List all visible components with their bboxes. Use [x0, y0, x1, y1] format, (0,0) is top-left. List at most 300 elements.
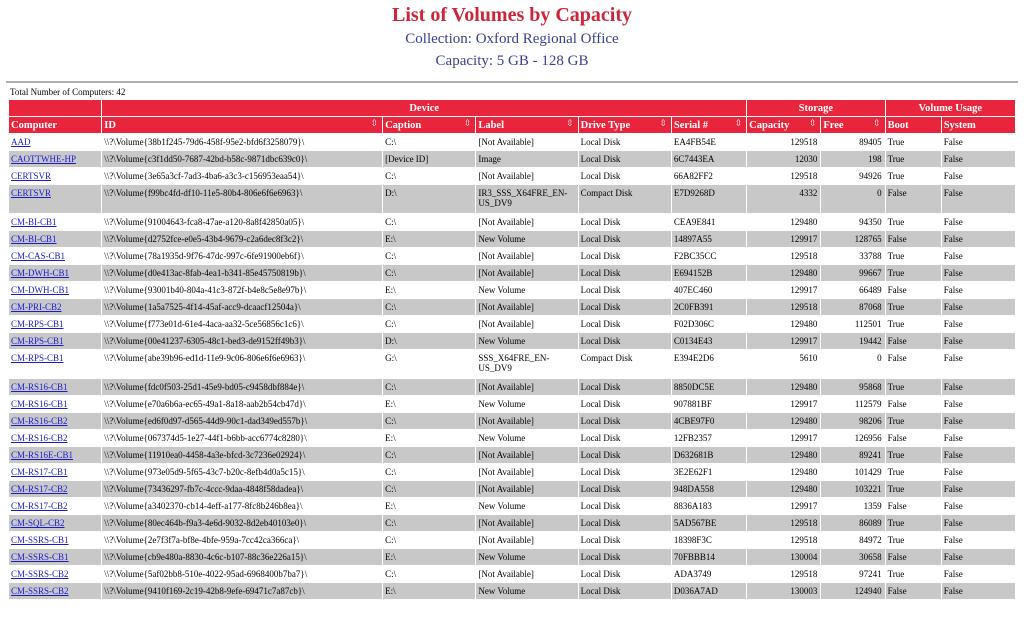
computer-link[interactable]: CM-RPS-CB1: [11, 319, 64, 329]
cell-caption: C:\: [383, 316, 476, 333]
cell-capacity: 129917: [747, 396, 821, 413]
cell-caption: D:\: [383, 333, 476, 350]
cell-serial: 14897A55: [671, 231, 746, 248]
cell-serial: 18398F3C: [671, 532, 746, 549]
cell-computer: [9, 481, 102, 498]
cell-id: \\?\Volume{3e65a3cf-7ad3-4ba6-a3c3-c156953eaa54}\: [102, 168, 383, 185]
column-header-label: Caption: [385, 119, 422, 131]
column-header-label: Computer: [11, 119, 58, 131]
cell-label: [Not Available]: [476, 515, 578, 532]
cell-drive-type: Local Disk: [578, 282, 671, 299]
cell-drive-type: Local Disk: [578, 265, 671, 282]
computer-link[interactable]: CM-RS17-CB2: [11, 484, 68, 494]
cell-caption: C:\: [383, 515, 476, 532]
cell-caption: E:\: [383, 396, 476, 413]
cell-id: \\?\Volume{f99bc4fd-df10-11e5-80b4-806e6f6e6963}\: [102, 185, 383, 214]
computer-link[interactable]: CM-RPS-CB1: [11, 353, 64, 363]
cell-boot: False: [885, 231, 941, 248]
cell-free: 33788: [821, 248, 885, 265]
group-header-volume-usage: Volume Usage: [885, 100, 1015, 117]
cell-free: 0: [821, 185, 885, 214]
column-header-capacity[interactable]: [747, 117, 821, 134]
cell-system: False: [941, 333, 1015, 350]
cell-drive-type: Local Disk: [578, 481, 671, 498]
cell-serial: 2C0FB391: [671, 299, 746, 316]
cell-drive-type: Local Disk: [578, 464, 671, 481]
cell-caption: E:\: [383, 430, 476, 447]
column-header-label: Capacity: [749, 119, 790, 131]
cell-free: 0: [821, 350, 885, 379]
computer-link[interactable]: CERTSVR: [11, 188, 51, 198]
cell-id: \\?\Volume{9410f169-2c19-42b8-9efe-69471c7a87cb}\: [102, 583, 383, 600]
cell-capacity: 130004: [747, 549, 821, 566]
cell-computer: [9, 350, 102, 379]
table-body: [9, 134, 1016, 600]
cell-capacity: 129917: [747, 430, 821, 447]
cell-id: \\?\Volume{a3402370-cb14-4eff-a177-8fc8b246b8ea}\: [102, 498, 383, 515]
cell-boot: False: [885, 498, 941, 515]
table-row: [9, 396, 1016, 413]
cell-boot: False: [885, 430, 941, 447]
cell-capacity: 129917: [747, 333, 821, 350]
column-header-boot[interactable]: [885, 117, 941, 134]
computer-link[interactable]: CM-RS16-CB1: [11, 399, 68, 409]
cell-capacity: 129518: [747, 134, 821, 151]
cell-system: False: [941, 134, 1015, 151]
cell-label: [Not Available]: [476, 214, 578, 231]
column-header-computer[interactable]: [9, 117, 102, 134]
column-header-caption[interactable]: [383, 117, 476, 134]
cell-drive-type: Local Disk: [578, 566, 671, 583]
cell-boot: True: [885, 447, 941, 464]
cell-system: False: [941, 379, 1015, 396]
cell-id: \\?\Volume{91004643-fca8-47ae-a120-8a8f42850a05}\: [102, 214, 383, 231]
computer-link[interactable]: CM-SQL-CB2: [11, 518, 65, 528]
cell-id: \\?\Volume{cb9e480a-8830-4c6c-b107-88c36e226a15}\: [102, 549, 383, 566]
computer-link[interactable]: CERTSVR: [11, 171, 51, 181]
group-header-storage: Storage: [747, 100, 885, 117]
cell-computer: [9, 316, 102, 333]
column-header-label: ID: [104, 119, 116, 131]
cell-caption: E:\: [383, 549, 476, 566]
table-row: [9, 299, 1016, 316]
cell-serial: E394E2D6: [671, 350, 746, 379]
column-header-serial[interactable]: [671, 117, 746, 134]
cell-system: False: [941, 350, 1015, 379]
cell-drive-type: Local Disk: [578, 430, 671, 447]
cell-label: [Not Available]: [476, 532, 578, 549]
table-row: [9, 498, 1016, 515]
cell-serial: D632681B: [671, 447, 746, 464]
table-row: [9, 430, 1016, 447]
cell-free: 87068: [821, 299, 885, 316]
cell-system: False: [941, 265, 1015, 282]
cell-drive-type: Local Disk: [578, 549, 671, 566]
cell-computer: [9, 566, 102, 583]
cell-drive-type: Local Disk: [578, 231, 671, 248]
cell-label: New Volume: [476, 549, 578, 566]
cell-boot: True: [885, 413, 941, 430]
cell-boot: True: [885, 248, 941, 265]
cell-caption: C:\: [383, 248, 476, 265]
sort-icon[interactable]: ⇳: [808, 118, 817, 128]
cell-free: 98206: [821, 413, 885, 430]
cell-caption: C:\: [383, 299, 476, 316]
cell-drive-type: Local Disk: [578, 532, 671, 549]
cell-system: False: [941, 168, 1015, 185]
cell-label: [Not Available]: [476, 134, 578, 151]
cell-computer: [9, 333, 102, 350]
cell-serial: 3E2E62F1: [671, 464, 746, 481]
cell-computer: [9, 464, 102, 481]
group-header-device: Device: [102, 100, 747, 117]
table-row: [9, 583, 1016, 600]
cell-id: \\?\Volume{973e05d9-5f65-43c7-b20c-8efb4d0a5c15}\: [102, 464, 383, 481]
cell-capacity: 4332: [747, 185, 821, 214]
cell-free: 126956: [821, 430, 885, 447]
cell-serial: 8850DC5E: [671, 379, 746, 396]
computer-link[interactable]: CM-BI-CB1: [11, 234, 57, 244]
cell-id: \\?\Volume{73436297-fb7c-4ccc-9daa-4848f58dadea}\: [102, 481, 383, 498]
volumes-table: [8, 99, 1016, 600]
cell-label: [Not Available]: [476, 447, 578, 464]
cell-computer: [9, 151, 102, 168]
cell-free: 89241: [821, 447, 885, 464]
computer-link[interactable]: AAD: [11, 137, 31, 147]
cell-caption: C:\: [383, 379, 476, 396]
cell-free: 128765: [821, 231, 885, 248]
cell-capacity: 129518: [747, 515, 821, 532]
computer-link[interactable]: CAOTTWHE-HP: [11, 154, 76, 164]
cell-caption: E:\: [383, 498, 476, 515]
cell-free: 112579: [821, 396, 885, 413]
cell-computer: [9, 447, 102, 464]
cell-label: [Not Available]: [476, 566, 578, 583]
cell-caption: G:\: [383, 350, 476, 379]
cell-system: False: [941, 447, 1015, 464]
column-header-label: Boot: [887, 119, 909, 131]
cell-capacity: 129480: [747, 265, 821, 282]
cell-boot: True: [885, 265, 941, 282]
cell-serial: 948DA558: [671, 481, 746, 498]
table-row: [9, 316, 1016, 333]
cell-label: [Not Available]: [476, 481, 578, 498]
cell-computer: [9, 248, 102, 265]
cell-label: IR3_SSS_X64FRE_EN-US_DV9: [476, 185, 578, 214]
cell-computer: [9, 265, 102, 282]
cell-label: [Not Available]: [476, 464, 578, 481]
cell-serial: D036A7AD: [671, 583, 746, 600]
cell-computer: [9, 549, 102, 566]
cell-serial: ADA3749: [671, 566, 746, 583]
cell-computer: [9, 299, 102, 316]
cell-capacity: 129518: [747, 299, 821, 316]
computer-link[interactable]: CM-CAS-CB1: [11, 251, 66, 261]
cell-boot: True: [885, 566, 941, 583]
computer-link[interactable]: CM-RS16-CB2: [11, 433, 68, 443]
cell-drive-type: Local Disk: [578, 299, 671, 316]
cell-free: 84972: [821, 532, 885, 549]
cell-computer: [9, 231, 102, 248]
group-header-blank: [9, 100, 102, 117]
cell-caption: E:\: [383, 231, 476, 248]
cell-system: False: [941, 515, 1015, 532]
cell-free: 103221: [821, 481, 885, 498]
cell-label: [Not Available]: [476, 168, 578, 185]
cell-system: False: [941, 430, 1015, 447]
table-row: [9, 333, 1016, 350]
cell-id: \\?\Volume{fdc0f503-25d1-45e9-bd05-c9458dbf884e}\: [102, 379, 383, 396]
report-title: List of Volumes by Capacity: [391, 4, 633, 26]
cell-capacity: 129480: [747, 214, 821, 231]
sort-icon[interactable]: ⇳: [370, 118, 379, 128]
cell-capacity: 129480: [747, 464, 821, 481]
table-row: [9, 515, 1016, 532]
cell-boot: True: [885, 299, 941, 316]
table-row: [9, 481, 1016, 498]
cell-serial: E7D9268D: [671, 185, 746, 214]
column-header-id[interactable]: [102, 117, 383, 134]
cell-serial: F2BC35CC: [671, 248, 746, 265]
table-row: [9, 231, 1016, 248]
cell-free: 112501: [821, 316, 885, 333]
cell-drive-type: Local Disk: [578, 396, 671, 413]
cell-drive-type: Local Disk: [578, 413, 671, 430]
column-header-free[interactable]: [821, 117, 885, 134]
cell-serial: 407EC460: [671, 282, 746, 299]
cell-caption: C:\: [383, 566, 476, 583]
table-row: [9, 168, 1016, 185]
table-row: [9, 214, 1016, 231]
computer-link[interactable]: CM-RS16-CB2: [11, 416, 68, 426]
cell-system: False: [941, 299, 1015, 316]
computer-link[interactable]: CM-PRI-CB2: [11, 302, 62, 312]
cell-label: New Volume: [476, 498, 578, 515]
cell-id: \\?\Volume{78a1935d-9f76-47dc-997c-6fe91900eb6f}\: [102, 248, 383, 265]
cell-serial: 6C7443EA: [671, 151, 746, 168]
computer-link[interactable]: CM-SSRS-CB1: [11, 552, 69, 562]
cell-serial: 4CBE97F0: [671, 413, 746, 430]
cell-caption: C:\: [383, 447, 476, 464]
cell-free: 99667: [821, 265, 885, 282]
cell-id: \\?\Volume{f773e01d-61e4-4aca-aa32-5ce56856c1c6}\: [102, 316, 383, 333]
column-header-drive-type[interactable]: [578, 117, 671, 134]
cell-capacity: 129480: [747, 316, 821, 333]
sort-icon[interactable]: ⇳: [873, 118, 881, 128]
cell-free: 101429: [821, 464, 885, 481]
cell-system: False: [941, 231, 1015, 248]
cell-label: [Not Available]: [476, 299, 578, 316]
cell-id: \\?\Volume{5af02bb8-510e-4022-95ad-6968400b7ba7}\: [102, 566, 383, 583]
cell-free: 95868: [821, 379, 885, 396]
cell-serial: 70FBBB14: [671, 549, 746, 566]
cell-drive-type: Local Disk: [578, 379, 671, 396]
cell-capacity: 5610: [747, 350, 821, 379]
column-header-label: Label: [478, 119, 505, 131]
total-computers: Total Number of Computers: 42: [10, 87, 126, 97]
cell-capacity: 130003: [747, 583, 821, 600]
cell-computer: [9, 515, 102, 532]
cell-drive-type: Local Disk: [578, 151, 671, 168]
table-row: [9, 447, 1016, 464]
cell-boot: True: [885, 379, 941, 396]
computer-link[interactable]: CM-SSRS-CB2: [11, 586, 69, 596]
cell-boot: False: [885, 185, 941, 214]
cell-boot: True: [885, 515, 941, 532]
cell-capacity: 129480: [747, 379, 821, 396]
computer-link[interactable]: CM-SSRS-CB1: [11, 535, 69, 545]
cell-boot: False: [885, 549, 941, 566]
cell-serial: 907881BF: [671, 396, 746, 413]
cell-label: New Volume: [476, 282, 578, 299]
cell-capacity: 129480: [747, 447, 821, 464]
cell-boot: True: [885, 464, 941, 481]
computer-link[interactable]: CM-BI-CB1: [11, 217, 57, 227]
cell-id: \\?\Volume{93001b40-804a-41c3-872f-b4e8c5e8e97b}\: [102, 282, 383, 299]
cell-label: SSS_X64FRE_EN-US_DV9: [476, 350, 578, 379]
cell-free: 1359: [821, 498, 885, 515]
cell-label: [Not Available]: [476, 413, 578, 430]
cell-drive-type: Compact Disk: [578, 350, 671, 379]
cell-caption: C:\: [383, 134, 476, 151]
cell-serial: C0134E43: [671, 333, 746, 350]
computer-link[interactable]: CM-RPS-CB1: [11, 336, 64, 346]
cell-id: \\?\Volume{ed6f0d97-d565-44d9-90c1-dad349ed557b}\: [102, 413, 383, 430]
cell-label: [Not Available]: [476, 379, 578, 396]
cell-system: False: [941, 481, 1015, 498]
cell-id: \\?\Volume{38b1f245-79d6-458f-95e2-bfd6f3258079}\: [102, 134, 383, 151]
cell-serial: 5AD567BE: [671, 515, 746, 532]
cell-free: 94350: [821, 214, 885, 231]
cell-system: False: [941, 532, 1015, 549]
cell-boot: True: [885, 168, 941, 185]
cell-drive-type: Compact Disk: [578, 185, 671, 214]
cell-boot: True: [885, 481, 941, 498]
cell-computer: [9, 413, 102, 430]
cell-id: \\?\Volume{c3f1dd50-7687-42bd-b58c-9871dbc639c0}\: [102, 151, 383, 168]
cell-caption: C:\: [383, 168, 476, 185]
cell-system: False: [941, 464, 1015, 481]
table-row: [9, 413, 1016, 430]
table-row: [9, 185, 1016, 214]
cell-id: \\?\Volume{d2752fce-e0e5-43b4-9679-c2a6dec8f3c2}\: [102, 231, 383, 248]
cell-drive-type: Local Disk: [578, 248, 671, 265]
cell-label: Image: [476, 151, 578, 168]
table-row: [9, 350, 1016, 379]
cell-label: New Volume: [476, 231, 578, 248]
cell-label: New Volume: [476, 583, 578, 600]
cell-id: \\?\Volume{abe39b96-ed1d-11e9-9c06-806e6f6e6963}\: [102, 350, 383, 379]
sort-icon[interactable]: ⇳: [566, 118, 574, 128]
cell-free: 66489: [821, 282, 885, 299]
cell-label: [Not Available]: [476, 316, 578, 333]
table-row: [9, 464, 1016, 481]
cell-boot: False: [885, 282, 941, 299]
cell-id: \\?\Volume{00e41237-6305-48c1-bed3-de9152ff49b3}\: [102, 333, 383, 350]
table-row: [9, 566, 1016, 583]
cell-serial: 12FB2357: [671, 430, 746, 447]
cell-id: \\?\Volume{2e7f3f7a-bf8e-4bfe-959a-7cc42ca366ca}\: [102, 532, 383, 549]
cell-system: False: [941, 185, 1015, 214]
sort-icon[interactable]: ⇳: [659, 118, 667, 128]
cell-drive-type: Local Disk: [578, 498, 671, 515]
cell-serial: EA4FB54E: [671, 134, 746, 151]
cell-serial: E694152B: [671, 265, 746, 282]
cell-computer: [9, 379, 102, 396]
cell-free: 30658: [821, 549, 885, 566]
cell-drive-type: Local Disk: [578, 515, 671, 532]
cell-boot: True: [885, 134, 941, 151]
cell-capacity: 129917: [747, 282, 821, 299]
report-collection: Collection: Oxford Regional Office: [405, 31, 619, 47]
report-capacity-range: Capacity: 5 GB - 128 GB: [435, 53, 589, 69]
cell-system: False: [941, 566, 1015, 583]
table-row: [9, 248, 1016, 265]
cell-capacity: 12030: [747, 151, 821, 168]
group-header-row: [9, 100, 1016, 117]
table-row: [9, 549, 1016, 566]
cell-serial: F02D306C: [671, 316, 746, 333]
column-header-label: System: [943, 119, 976, 131]
cell-free: 86089: [821, 515, 885, 532]
cell-system: False: [941, 413, 1015, 430]
computer-link[interactable]: CM-RS16-CB1: [11, 382, 68, 392]
cell-capacity: 129480: [747, 413, 821, 430]
cell-caption: [Device ID]: [383, 151, 476, 168]
column-header-label[interactable]: [476, 117, 578, 134]
table-row: [9, 265, 1016, 282]
cell-id: \\?\Volume{80ec464b-f9a3-4e6d-9032-8d2eb40103e0}\: [102, 515, 383, 532]
cell-computer: [9, 430, 102, 447]
cell-caption: E:\: [383, 583, 476, 600]
column-header-row: [9, 117, 1016, 134]
cell-caption: D:\: [383, 185, 476, 214]
table-row: [9, 379, 1016, 396]
computer-link[interactable]: CM-DWH-CB1: [11, 268, 69, 278]
cell-drive-type: Local Disk: [578, 214, 671, 231]
sort-icon[interactable]: ⇳: [463, 118, 472, 128]
cell-boot: True: [885, 316, 941, 333]
sort-icon[interactable]: ⇳: [734, 118, 743, 128]
cell-capacity: 129917: [747, 498, 821, 515]
computer-link[interactable]: CM-RS17-CB2: [11, 501, 68, 511]
cell-caption: C:\: [383, 532, 476, 549]
cell-system: False: [941, 549, 1015, 566]
cell-caption: C:\: [383, 413, 476, 430]
cell-boot: False: [885, 583, 941, 600]
computer-link[interactable]: CM-SSRS-CB2: [11, 569, 69, 579]
table-row: [9, 134, 1016, 151]
cell-free: 97241: [821, 566, 885, 583]
cell-id: \\?\Volume{11910ea0-4458-4a3e-bfcd-3c7236e02924}\: [102, 447, 383, 464]
cell-computer: [9, 498, 102, 515]
computer-link[interactable]: CM-RS16E-CB1: [11, 450, 74, 460]
cell-id: \\?\Volume{d0e413ac-8fab-4ea1-b341-85e45750819b}\: [102, 265, 383, 282]
cell-free: 198: [821, 151, 885, 168]
cell-caption: C:\: [383, 214, 476, 231]
cell-caption: C:\: [383, 481, 476, 498]
cell-id: \\?\Volume{e70a6b6a-ec65-49a1-8a18-aab2b54cb47d}\: [102, 396, 383, 413]
cell-boot: False: [885, 333, 941, 350]
computer-link[interactable]: CM-DWH-CB1: [11, 285, 69, 295]
cell-computer: [9, 185, 102, 214]
cell-free: 94926: [821, 168, 885, 185]
cell-computer: [9, 214, 102, 231]
cell-drive-type: Local Disk: [578, 316, 671, 333]
computer-link[interactable]: CM-RS17-CB1: [11, 467, 68, 477]
column-header-system[interactable]: [941, 117, 1015, 134]
cell-free: 89405: [821, 134, 885, 151]
